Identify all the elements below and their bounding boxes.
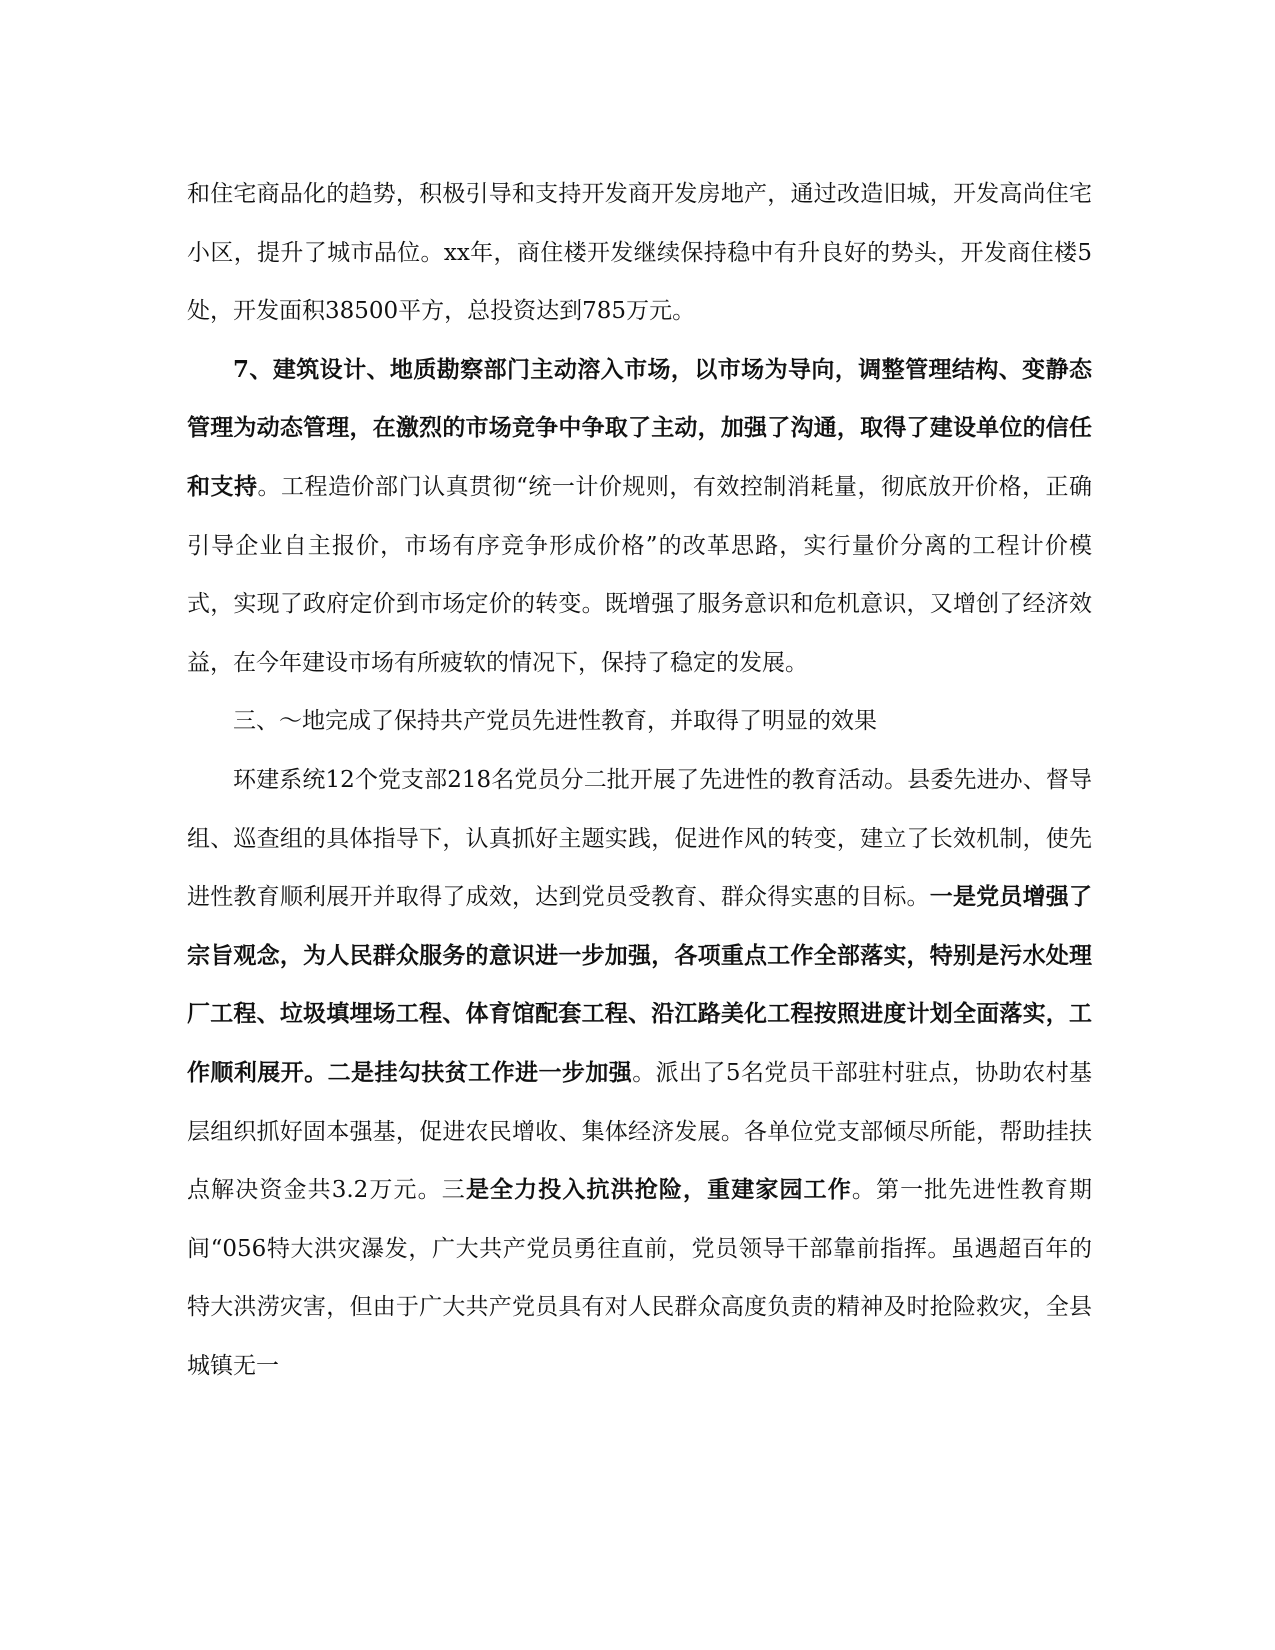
paragraph-party-education [187,751,1092,1396]
paragraph-bold-point-one-two: 一是党员增强了宗旨观念，为人民群众服务的意识进一步加强，各项重点工作全部落实，特别是污水处理厂工程、垃圾填埋场工程、体育馆配套工程、沿江路美化工程按照进度计划全面落实，工作顺利展开。二是挂勾扶贫工作进一步加强 [187,883,1093,1086]
paragraph-text: 。工程造价部门认真贯彻“统一计价规则，有效控制消耗量，彻底放开价格，正确引导企业自主报价，市场有序竞争形成价格”的改革思路，实行量价分离的工程计价模式，实现了政府定价到市场定价的转变。既增强了服务意识和危机意识，又增创了经济效益，在今年建设市场有所疲软的情况下，保持了稳定的发展。 [187,473,1093,676]
paragraph-text: 。派出了5名党员干部驻村驻点，协助农村基层组织抓好固本强基，促进农民增收、集体经济发展。各单位党支部倾尽所能，帮助挂扶点解决资金共3.2万元。三 [187,1059,1093,1204]
section-heading-three [187,692,1092,751]
paragraph-design-survey [187,341,1092,693]
paragraph-bold-point-three: 是全力投入抗洪抢险，重建家园工作 [465,1176,852,1204]
paragraph-text: 。第一批先进性教育期间“056特大洪灾瀑发，广大共产党员勇往直前，党员领导干部靠前指挥。虽遇超百年的特大洪涝灾害，但由于广大共产党员具有对人民群众高度负责的精神及时抢险救灾，全县城镇无一 [187,1177,1093,1379]
paragraph-bold-lead: 7、建筑设计、地质勘察部门主动溶入市场，以市场为导向，调整管理结构、变静态管理为动态管理，在激烈的市场竞争中争取了主动，加强了沟通，取得了建设单位的信任和支持 [187,355,1092,500]
document-body [187,165,1092,1395]
paragraph-text: 环建系统12个党支部218名党员分二批开展了先进性的教育活动。县委先进办、督导组、巡查组的具体指导下，认真抓好主题实践，促进作风的转变，建立了长效机制，使先进性教育顺利展开并取得了成效，达到党员受教育、群众得实惠的目标。 [187,766,1092,911]
section-heading-text: 三、～地完成了保持共产党员先进性教育，并取得了明显的效果 [233,708,877,735]
paragraph-text: 和住宅商品化的趋势，积极引导和支持开发商开发房地产，通过改造旧城，开发高尚住宅小区，提升了城市品位。xx年，商住楼开发继续保持稳中有升良好的势头，开发商住楼5处，开发面积38500平方，总投资达到785万元。 [187,181,1092,325]
paragraph-housing [187,165,1092,341]
